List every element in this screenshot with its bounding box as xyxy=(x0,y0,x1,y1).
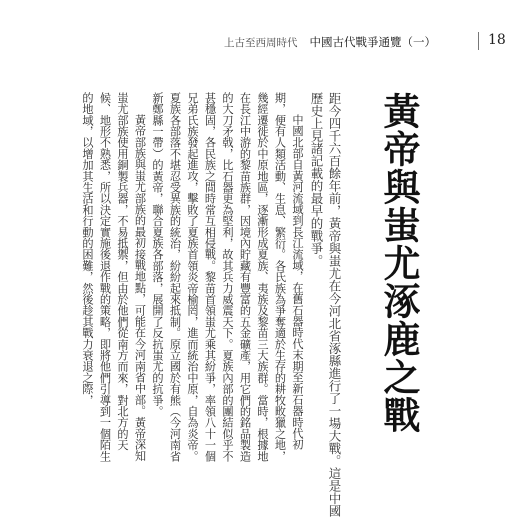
body-paragraph-1: 中國北部自黃河流域到長江流域，在舊石器時代末期至新石器時代初期，便有人類活動、生息、繁衍。各氏族為爭奪適於生存的耕牧畋獵之地，幾經遷徙於中原地區，逐漸形成夏族、夷族及黎苗三大族群。當時，根據地在長江中游的黎苗族群，因境內貯藏有豐富的五金礦產，用它們的銘品製造的大刀矛戟，比石器更為堅利，故其兵力威震天下。夏族內部的團結似乎不甚穩固，各民族之間時常互相侵戰。黎苗首領蚩尤乘其紛爭，率領八十一個兄弟氏族發起進攻，擊敗了夏族首領炎帝榆罔，進而統治中原，自為炎帝。夏族各部落不堪忍受異族的統治，紛紛起來抵制。原立國於有熊（今河南省新鄭縣一帶）的黃帝，聯合夏族各部落，展開了反抗蚩尤的抗爭。 xyxy=(151,92,304,462)
header-book-title: 中國古代戰爭通覽（一） xyxy=(309,35,436,49)
header-section: 上古至西周時代 xyxy=(224,37,298,49)
article-intro-line-2: 歷史上見諸記載的最早的戰爭。 xyxy=(309,92,324,267)
body-paragraph-2: 黃帝部族與蚩尤部族的最初接戰地點，可能在今河南省中部。黃帝深知蚩尤部族使用銅製兵器，不易抵禦，但由於他們從南方而來，對北方的天候、地形不熟悉，所以決定實施後退作戰的策略，即將他們引導到一個陌生的地域，以增加其生活和行動的困難，然後趁其戰力衰退之際， xyxy=(81,92,147,462)
page-number: 18 xyxy=(488,32,506,48)
running-header xyxy=(224,34,436,50)
article-title: 黃帝與蚩尤涿鹿之戰 xyxy=(377,92,421,434)
header-divider xyxy=(478,32,479,50)
article-body xyxy=(79,92,307,462)
article-intro-line-1: 距今四千六百餘年前，黃帝與蚩尤在今河北省涿縣進行了一場大戰。這是中國 xyxy=(327,92,342,517)
